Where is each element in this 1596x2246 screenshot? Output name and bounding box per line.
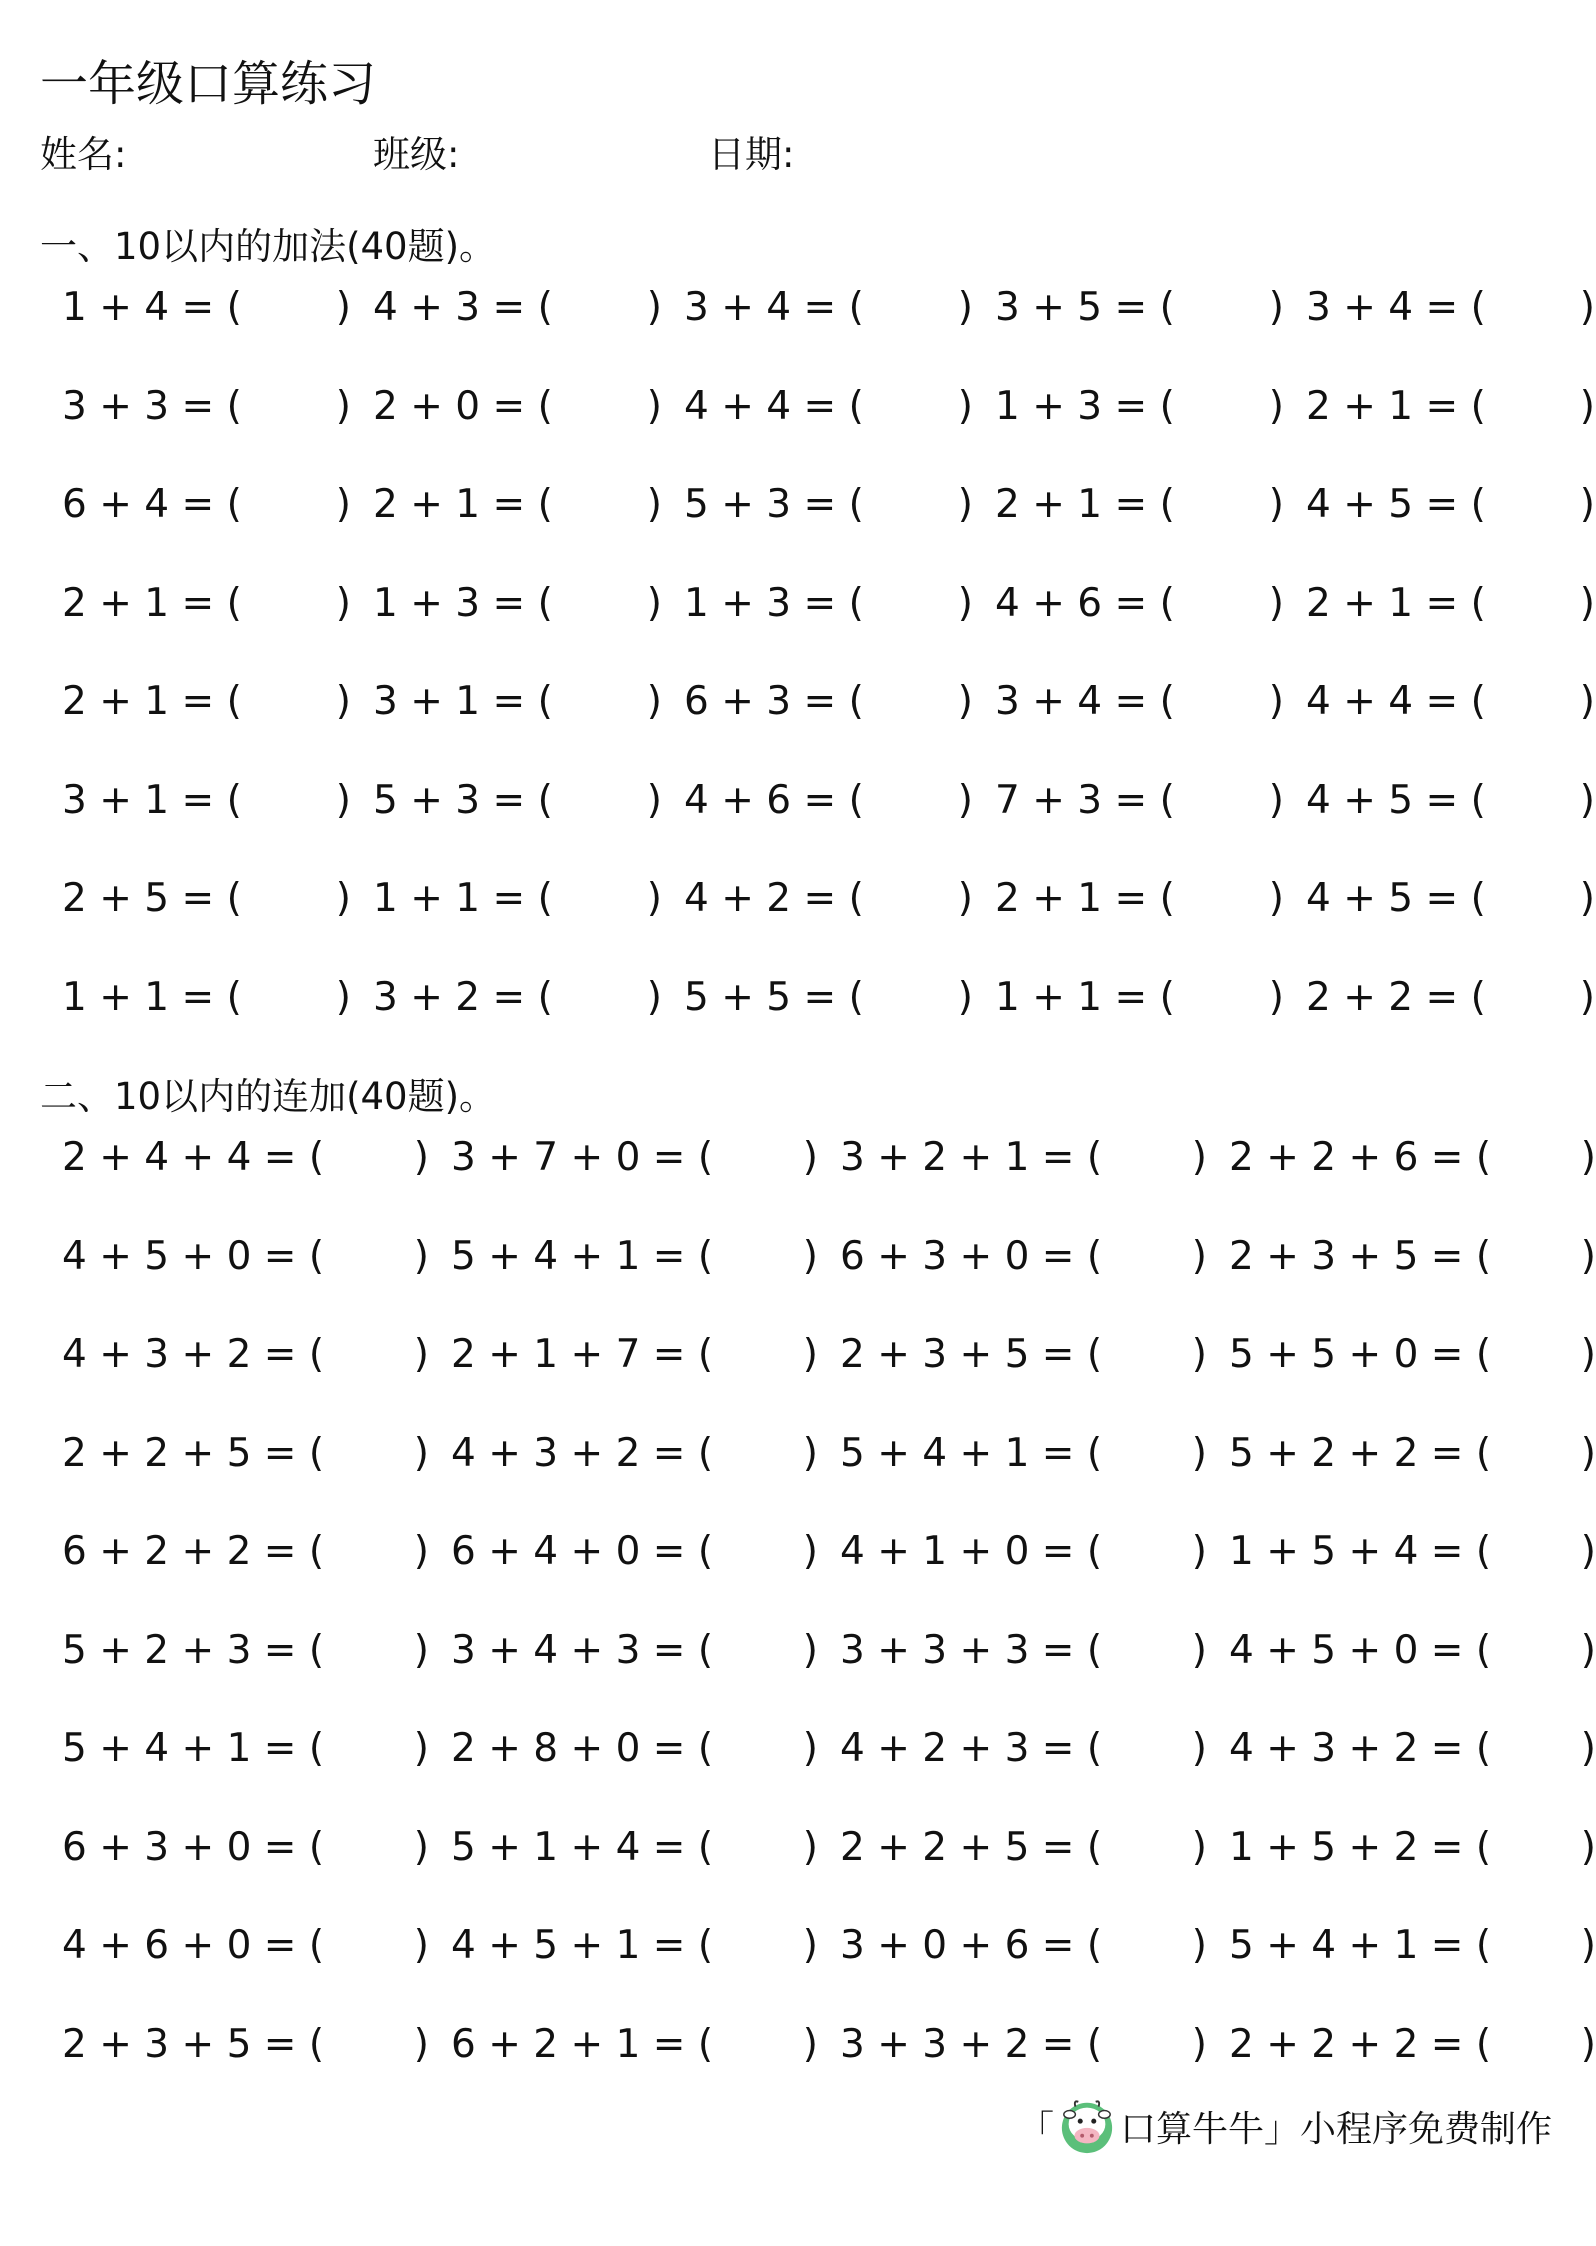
problem: [1207, 2015, 1596, 2075]
problem: [662, 377, 973, 437]
answer-close-paren: ): [413, 1627, 429, 1673]
problem-expression: 1 + 3 = (: [995, 383, 1175, 429]
problem-expression: 2 + 3 + 5 = (: [1229, 1233, 1492, 1279]
answer-close-paren: ): [802, 1332, 818, 1377]
problem: [1284, 377, 1595, 437]
problem: [662, 672, 973, 732]
answer-close-paren: ): [802, 1824, 818, 1870]
answer-close-paren: ): [335, 383, 351, 429]
name-label: 姓名:: [40, 133, 127, 176]
problem-expression: 4 + 1 + 0 = (: [840, 1529, 1103, 1574]
problem: [40, 2015, 429, 2075]
problem: [40, 1522, 429, 1582]
answer-close-paren: ): [1191, 1233, 1207, 1279]
problem-expression: 2 + 1 + 7 = (: [451, 1332, 714, 1377]
answer-close-paren: ): [646, 974, 662, 1020]
problem-expression: 3 + 3 + 2 = (: [840, 2021, 1103, 2067]
problem: [40, 1227, 429, 1287]
problem: [40, 672, 351, 732]
problem-expression: 3 + 1 = (: [373, 679, 553, 724]
answer-close-paren: ): [335, 876, 351, 921]
problem: [40, 1818, 429, 1878]
answer-close-paren: ): [1580, 1726, 1596, 1771]
problem-expression: 4 + 3 + 2 = (: [62, 1332, 325, 1377]
problem-expression: 3 + 0 + 6 = (: [840, 1923, 1103, 1968]
problem: [973, 968, 1284, 1028]
problem: [351, 377, 662, 437]
problem: [973, 475, 1284, 535]
problem: [1207, 1818, 1596, 1878]
answer-close-paren: ): [646, 383, 662, 429]
answer-close-paren: ): [957, 285, 973, 330]
date-label: 日期:: [708, 133, 795, 176]
answer-close-paren: ): [413, 1726, 429, 1771]
problem-expression: 3 + 1 = (: [62, 777, 242, 823]
answer-close-paren: ): [646, 580, 662, 626]
problem: [662, 869, 973, 929]
problem: [1284, 574, 1595, 634]
problem: [40, 1128, 429, 1188]
answer-close-paren: ): [335, 679, 351, 724]
answer-close-paren: ): [1191, 1726, 1207, 1771]
problem-expression: 3 + 5 = (: [995, 285, 1175, 330]
answer-close-paren: ): [646, 777, 662, 823]
problem-expression: 2 + 2 + 2 = (: [1229, 2021, 1492, 2067]
answer-close-paren: ): [335, 285, 351, 330]
problem-expression: 2 + 2 = (: [1306, 974, 1486, 1020]
answer-close-paren: ): [413, 1430, 429, 1476]
problem: [351, 869, 662, 929]
problem: [818, 1325, 1207, 1385]
answer-close-paren: ): [802, 1233, 818, 1279]
problem-expression: 4 + 5 + 0 = (: [62, 1233, 325, 1279]
problem-expression: 4 + 5 = (: [1306, 876, 1486, 921]
problem-expression: 5 + 5 + 0 = (: [1229, 1332, 1492, 1377]
problem-expression: 5 + 3 = (: [684, 482, 864, 527]
cow-face-icon: [1058, 2097, 1116, 2155]
answer-close-paren: ): [1579, 876, 1595, 921]
problem: [818, 1424, 1207, 1484]
answer-close-paren: ): [413, 1332, 429, 1377]
answer-close-paren: ): [802, 2021, 818, 2067]
answer-close-paren: ): [1580, 1135, 1596, 1180]
problem-expression: 2 + 1 = (: [62, 679, 242, 724]
problem: [351, 278, 662, 338]
problem: [1207, 1424, 1596, 1484]
problem-expression: 4 + 3 = (: [373, 285, 553, 330]
answer-close-paren: ): [957, 580, 973, 626]
problem: [40, 377, 351, 437]
footer-suffix: 」小程序免费制作: [1263, 2108, 1552, 2150]
problem-expression: 3 + 3 + 3 = (: [840, 1627, 1103, 1673]
answer-close-paren: ): [1191, 1135, 1207, 1180]
problem: [40, 771, 351, 831]
problem: [351, 475, 662, 535]
answer-close-paren: ): [1268, 974, 1284, 1020]
problem: [973, 771, 1284, 831]
problem-expression: 2 + 3 + 5 = (: [62, 2021, 325, 2067]
problem-expression: 2 + 8 + 0 = (: [451, 1726, 714, 1771]
problem-expression: 5 + 4 + 1 = (: [840, 1430, 1103, 1476]
problem: [1284, 968, 1595, 1028]
answer-close-paren: ): [1579, 974, 1595, 1020]
answer-close-paren: ): [1579, 285, 1595, 330]
problem-expression: 5 + 5 = (: [684, 974, 864, 1020]
problem-expression: 2 + 2 + 5 = (: [62, 1430, 325, 1476]
problem-expression: 1 + 1 = (: [995, 974, 1175, 1020]
problem: [429, 1916, 818, 1976]
problem-expression: 4 + 6 + 0 = (: [62, 1923, 325, 1968]
problem: [40, 475, 351, 535]
problem-expression: 6 + 3 = (: [684, 679, 864, 724]
footer-open-quote: 「: [1017, 2108, 1054, 2150]
problem-expression: 5 + 2 + 3 = (: [62, 1627, 325, 1673]
problem-expression: 2 + 1 = (: [373, 482, 553, 527]
answer-close-paren: ): [1268, 580, 1284, 626]
problem: [818, 1818, 1207, 1878]
answer-close-paren: ): [802, 1430, 818, 1476]
problem-expression: 3 + 2 = (: [373, 974, 553, 1020]
problem-expression: 3 + 3 = (: [62, 383, 242, 429]
problem: [818, 1128, 1207, 1188]
problem-expression: 4 + 5 = (: [1306, 482, 1486, 527]
problem-expression: 5 + 4 + 1 = (: [1229, 1923, 1492, 1968]
problem-expression: 4 + 4 = (: [684, 383, 864, 429]
problem-expression: 5 + 2 + 2 = (: [1229, 1430, 1492, 1476]
answer-close-paren: ): [1191, 1627, 1207, 1673]
problem: [40, 1424, 429, 1484]
answer-close-paren: ): [802, 1529, 818, 1574]
section1-title: 一、10以内的加法(40题)。: [40, 225, 497, 268]
problem-expression: 2 + 4 + 4 = (: [62, 1135, 325, 1180]
answer-close-paren: ): [1268, 777, 1284, 823]
problem: [429, 2015, 818, 2075]
problem: [429, 1818, 818, 1878]
answer-close-paren: ): [1191, 1332, 1207, 1377]
class-label: 班级:: [373, 133, 460, 176]
problem: [40, 278, 351, 338]
problem-expression: 4 + 3 + 2 = (: [451, 1430, 714, 1476]
answer-close-paren: ): [802, 1923, 818, 1968]
answer-close-paren: ): [1268, 285, 1284, 330]
problem-expression: 3 + 4 = (: [684, 285, 864, 330]
answer-close-paren: ): [1191, 1923, 1207, 1968]
answer-close-paren: ): [335, 777, 351, 823]
answer-close-paren: ): [1580, 1824, 1596, 1870]
problem-expression: 4 + 6 = (: [995, 580, 1175, 626]
answer-close-paren: ): [1268, 383, 1284, 429]
footer-brand: 口算牛牛: [1119, 2108, 1264, 2150]
problem: [973, 672, 1284, 732]
problem-expression: 2 + 1 = (: [1306, 580, 1486, 626]
answer-close-paren: ): [646, 482, 662, 527]
answer-close-paren: ): [957, 777, 973, 823]
problem: [818, 1719, 1207, 1779]
answer-close-paren: ): [646, 285, 662, 330]
problem-expression: 2 + 0 = (: [373, 383, 553, 429]
problem-expression: 5 + 4 + 1 = (: [451, 1233, 714, 1279]
answer-close-paren: ): [957, 876, 973, 921]
problem: [818, 2015, 1207, 2075]
answer-close-paren: ): [1580, 1923, 1596, 1968]
problem-expression: 6 + 4 = (: [62, 482, 242, 527]
answer-close-paren: ): [413, 1233, 429, 1279]
problem: [40, 1916, 429, 1976]
problem: [40, 574, 351, 634]
problem-expression: 7 + 3 = (: [995, 777, 1175, 823]
answer-close-paren: ): [1579, 580, 1595, 626]
problem: [40, 1325, 429, 1385]
answer-close-paren: ): [1579, 383, 1595, 429]
problem-expression: 2 + 1 = (: [62, 580, 242, 626]
answer-close-paren: ): [957, 679, 973, 724]
problem-expression: 1 + 5 + 2 = (: [1229, 1824, 1492, 1870]
problem-expression: 6 + 2 + 1 = (: [451, 2021, 714, 2067]
problem: [662, 771, 973, 831]
problem-expression: 3 + 4 + 3 = (: [451, 1627, 714, 1673]
problem: [429, 1128, 818, 1188]
problem: [662, 574, 973, 634]
problem: [1207, 1916, 1596, 1976]
answer-close-paren: ): [1580, 2021, 1596, 2067]
problem: [1284, 869, 1595, 929]
problem: [351, 771, 662, 831]
answer-close-paren: ): [1268, 679, 1284, 724]
problem-expression: 6 + 3 + 0 = (: [62, 1824, 325, 1870]
problem-expression: 4 + 4 = (: [1306, 679, 1486, 724]
problem: [1284, 672, 1595, 732]
problem-expression: 5 + 1 + 4 = (: [451, 1824, 714, 1870]
answer-close-paren: ): [1580, 1529, 1596, 1574]
problem: [429, 1719, 818, 1779]
answer-close-paren: ): [1191, 2021, 1207, 2067]
answer-close-paren: ): [413, 1529, 429, 1574]
problem-expression: 3 + 4 = (: [995, 679, 1175, 724]
answer-close-paren: ): [1580, 1332, 1596, 1377]
problem-expression: 2 + 1 = (: [995, 482, 1175, 527]
section2-title: 二、10以内的连加(40题)。: [40, 1075, 497, 1118]
problem-expression: 6 + 3 + 0 = (: [840, 1233, 1103, 1279]
problem-expression: 2 + 2 + 5 = (: [840, 1824, 1103, 1870]
problem: [40, 1719, 429, 1779]
problem: [351, 574, 662, 634]
problem-expression: 4 + 6 = (: [684, 777, 864, 823]
problem: [818, 1916, 1207, 1976]
answer-close-paren: ): [1580, 1233, 1596, 1279]
problem-expression: 4 + 2 + 3 = (: [840, 1726, 1103, 1771]
answer-close-paren: ): [413, 1135, 429, 1180]
problem-expression: 1 + 5 + 4 = (: [1229, 1529, 1492, 1574]
problem-expression: 3 + 2 + 1 = (: [840, 1135, 1103, 1180]
problem: [1207, 1621, 1596, 1681]
page-title: 一年级口算练习: [40, 56, 377, 112]
answer-close-paren: ): [1191, 1430, 1207, 1476]
problem: [1284, 475, 1595, 535]
problem: [973, 574, 1284, 634]
problem-expression: 1 + 4 = (: [62, 285, 242, 330]
answer-close-paren: ): [957, 383, 973, 429]
problem-expression: 2 + 1 = (: [1306, 383, 1486, 429]
problem: [1207, 1522, 1596, 1582]
problem-expression: 4 + 2 = (: [684, 876, 864, 921]
problem: [40, 968, 351, 1028]
problem-expression: 2 + 1 = (: [995, 876, 1175, 921]
problem: [973, 869, 1284, 929]
answer-close-paren: ): [413, 2021, 429, 2067]
answer-close-paren: ): [1579, 777, 1595, 823]
answer-close-paren: ): [802, 1726, 818, 1771]
problem-expression: 4 + 5 + 1 = (: [451, 1923, 714, 1968]
answer-close-paren: ): [802, 1627, 818, 1673]
answer-close-paren: ): [335, 482, 351, 527]
problem: [429, 1325, 818, 1385]
problem-expression: 4 + 5 = (: [1306, 777, 1486, 823]
problem: [1207, 1325, 1596, 1385]
problem: [1284, 771, 1595, 831]
problem: [1284, 278, 1595, 338]
problem-expression: 2 + 3 + 5 = (: [840, 1332, 1103, 1377]
problem: [429, 1621, 818, 1681]
answer-close-paren: ): [646, 876, 662, 921]
answer-close-paren: ): [1579, 679, 1595, 724]
problem: [662, 968, 973, 1028]
problem: [973, 278, 1284, 338]
problem: [40, 1621, 429, 1681]
problem-expression: 5 + 3 = (: [373, 777, 553, 823]
answer-close-paren: ): [957, 974, 973, 1020]
problem-expression: 1 + 3 = (: [373, 580, 553, 626]
problem-expression: 2 + 5 = (: [62, 876, 242, 921]
answer-close-paren: ): [335, 974, 351, 1020]
problem: [1207, 1227, 1596, 1287]
problem: [429, 1522, 818, 1582]
problem-expression: 1 + 3 = (: [684, 580, 864, 626]
answer-close-paren: ): [957, 482, 973, 527]
problem: [351, 968, 662, 1028]
problem: [1207, 1128, 1596, 1188]
problem: [818, 1227, 1207, 1287]
problem: [662, 278, 973, 338]
problem-expression: 4 + 3 + 2 = (: [1229, 1726, 1492, 1771]
problem: [818, 1621, 1207, 1681]
answer-close-paren: ): [1579, 482, 1595, 527]
answer-close-paren: ): [1580, 1627, 1596, 1673]
problem-expression: 5 + 4 + 1 = (: [62, 1726, 325, 1771]
answer-close-paren: ): [1191, 1824, 1207, 1870]
problem-expression: 2 + 2 + 6 = (: [1229, 1135, 1492, 1180]
problem: [973, 377, 1284, 437]
answer-close-paren: ): [413, 1923, 429, 1968]
problem: [818, 1522, 1207, 1582]
answer-close-paren: ): [646, 679, 662, 724]
problem-expression: 6 + 2 + 2 = (: [62, 1529, 325, 1574]
problem-expression: 3 + 4 = (: [1306, 285, 1486, 330]
problem: [40, 869, 351, 929]
footer-credit: [1018, 2088, 1552, 2164]
problem-expression: 6 + 4 + 0 = (: [451, 1529, 714, 1574]
answer-close-paren: ): [413, 1824, 429, 1870]
answer-close-paren: ): [1580, 1430, 1596, 1476]
problem: [351, 672, 662, 732]
problem-expression: 1 + 1 = (: [373, 876, 553, 921]
problem: [662, 475, 973, 535]
answer-close-paren: ): [335, 580, 351, 626]
problem-expression: 1 + 1 = (: [62, 974, 242, 1020]
problem-expression: 3 + 7 + 0 = (: [451, 1135, 714, 1180]
answer-close-paren: ): [802, 1135, 818, 1180]
problem: [429, 1227, 818, 1287]
problem-expression: 4 + 5 + 0 = (: [1229, 1627, 1492, 1673]
answer-close-paren: ): [1268, 482, 1284, 527]
problem: [1207, 1719, 1596, 1779]
answer-close-paren: ): [1191, 1529, 1207, 1574]
problem: [429, 1424, 818, 1484]
answer-close-paren: ): [1268, 876, 1284, 921]
